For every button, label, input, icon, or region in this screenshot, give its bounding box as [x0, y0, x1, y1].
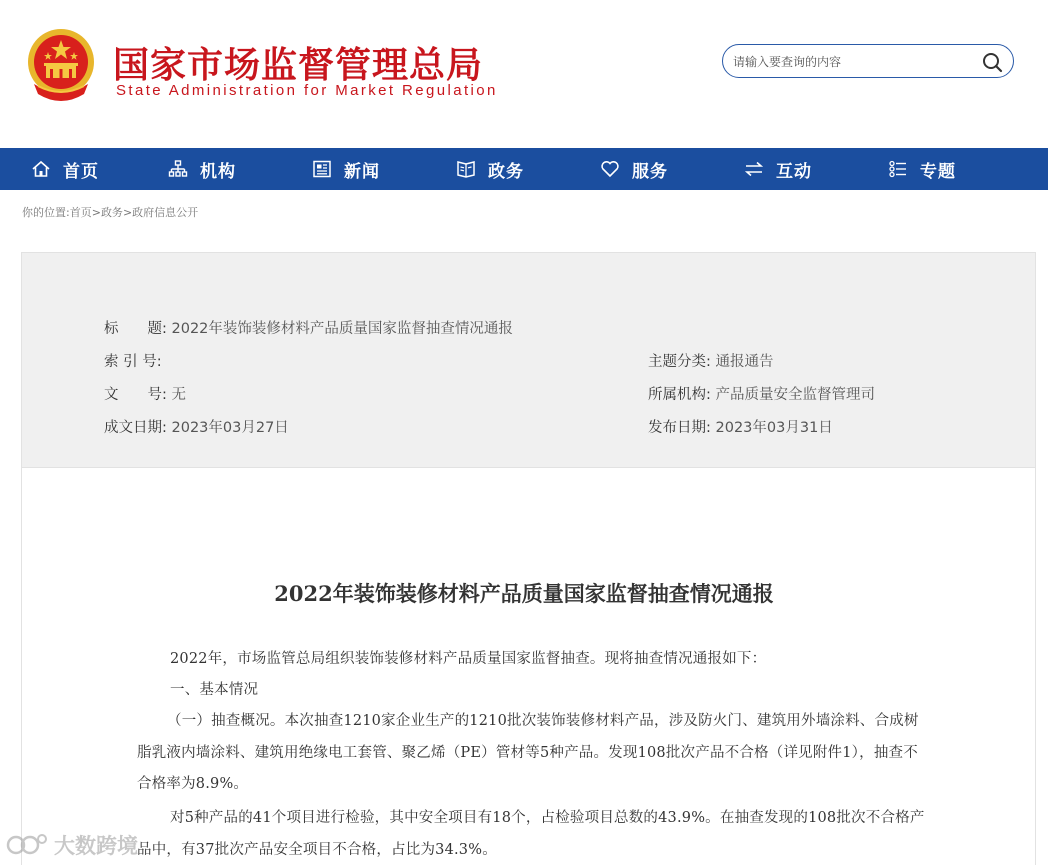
metadata-title-value: 2022年装饰装修材料产品质量国家监督抽查情况通报	[171, 321, 513, 337]
article-section-heading: 一、基本情况	[170, 682, 259, 698]
metadata-doc-number-row	[104, 383, 186, 404]
breadcrumb-separator: >	[91, 206, 101, 219]
site-subtitle: State Administration for Market Regulation	[116, 82, 498, 99]
home-icon	[31, 159, 51, 179]
national-emblem-logo[interactable]	[24, 28, 98, 106]
nav-label: 专题	[920, 161, 956, 182]
metadata-created-date-row	[104, 416, 289, 437]
metadata-org-row	[648, 383, 875, 404]
article-title: 2022年装饰装修材料产品质量国家监督抽查情况通报	[274, 581, 774, 606]
nav-item-interaction[interactable]	[706, 148, 850, 190]
metadata-category-row	[648, 350, 774, 371]
org-chart-icon	[168, 159, 188, 179]
breadcrumb-separator: >	[122, 206, 133, 219]
heart-icon	[600, 159, 620, 179]
metadata-org-value: 产品质量安全监督管理司	[715, 387, 875, 403]
exchange-arrows-icon	[744, 159, 764, 179]
metadata-published-date-row	[648, 416, 833, 437]
search-input[interactable]	[733, 52, 973, 72]
article-paragraph: （一）抽查概况。本次抽查1210家企业生产的1210批次装饰装修材料产品，涉及防火门、建筑用外墙涂料、合成树脂乳液内墙涂料、建筑用绝缘电工套管、聚乙烯（PE）管材等5种产品。发现108批次产品不合格（详见附件1），抽查不合格率为8.9%。	[137, 713, 919, 792]
breadcrumb-link-home[interactable]: 首页	[69, 206, 92, 219]
metadata-created-date-value: 2023年03月27日	[171, 420, 289, 436]
news-icon	[312, 159, 332, 179]
metadata-published-date-value: 2023年03月31日	[715, 420, 833, 436]
nav-label: 互动	[776, 161, 812, 182]
search-icon[interactable]	[981, 51, 1003, 73]
breadcrumb	[22, 204, 198, 220]
search-box	[722, 44, 1014, 78]
watermark	[6, 828, 138, 862]
topics-list-icon	[888, 159, 908, 179]
metadata-index-row	[104, 350, 162, 371]
metadata-label: 发布日期:	[648, 420, 711, 436]
breadcrumb-link-gov-info-disclosure[interactable]: 政府信息公开	[132, 206, 199, 219]
government-affairs-icon	[456, 159, 476, 179]
nav-label: 首页	[63, 161, 99, 182]
nav-item-services[interactable]	[562, 148, 706, 190]
metadata-label: 主题分类:	[648, 354, 711, 370]
main-nav	[0, 148, 1048, 190]
nav-item-organization[interactable]	[130, 148, 274, 190]
metadata-label: 成文日期:	[104, 420, 167, 436]
watermark-text: 大数跨境	[54, 834, 138, 858]
nav-item-government-affairs[interactable]	[418, 148, 562, 190]
breadcrumb-link-government-affairs[interactable]: 政务	[100, 206, 123, 219]
site-header	[0, 0, 1048, 148]
nav-label: 服务	[632, 161, 668, 182]
nav-item-topics[interactable]	[850, 148, 994, 190]
metadata-label: 标 题:	[104, 321, 167, 337]
nav-label: 新闻	[344, 161, 380, 182]
nav-label: 政务	[488, 161, 524, 182]
nav-label: 机构	[200, 161, 236, 182]
site-title: 国家市场监督管理总局	[113, 44, 484, 86]
article-paragraph: 2022年，市场监管总局组织装饰装修材料产品质量国家监督抽查。现将抽查情况通报如下：	[170, 651, 767, 667]
article-paragraph: 对5种产品的41个项目进行检验，其中安全项目有18个，占检验项目总数的43.9%。在抽查发现的108批次不合格产品中，有37批次产品安全项目不合格，占比为34.3%。	[137, 810, 925, 858]
breadcrumb-prefix: 你的位置:	[22, 206, 70, 219]
document-metadata-box	[21, 252, 1036, 468]
metadata-category-value: 通报通告	[715, 354, 774, 370]
nav-item-home[interactable]	[0, 148, 130, 190]
metadata-label: 所属机构:	[648, 387, 711, 403]
nav-item-news[interactable]	[274, 148, 418, 190]
metadata-label: 文 号:	[104, 387, 167, 403]
metadata-doc-number-value: 无	[171, 387, 186, 403]
metadata-label: 索 引 号:	[104, 354, 162, 370]
watermark-logo-icon	[6, 830, 50, 860]
metadata-title-row	[104, 317, 513, 338]
